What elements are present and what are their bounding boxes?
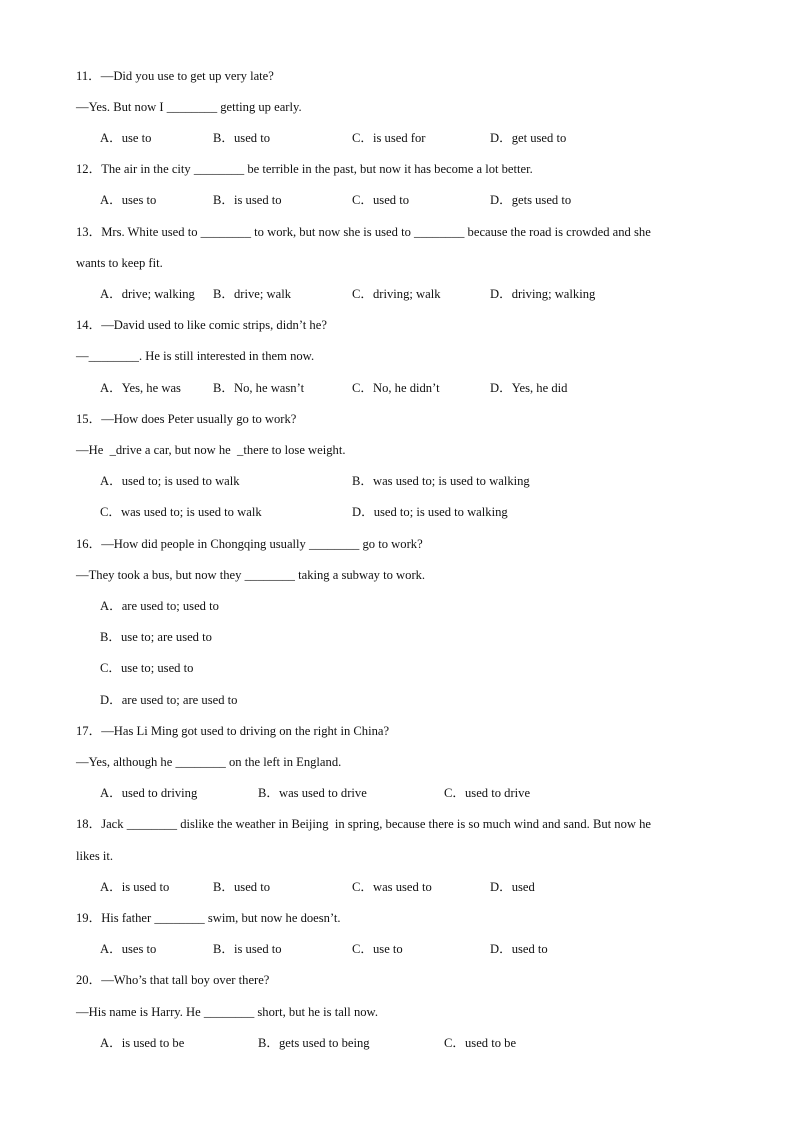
question-11-line-2: —Yes. But now I ________ getting up early. bbox=[76, 100, 302, 114]
question-13-number: 13． bbox=[76, 225, 102, 239]
question-14-line-2: —________. He is still interested in them now. bbox=[76, 349, 315, 363]
question-16-line-1: 16．—How did people in Chongqing usually ________ go to work? bbox=[76, 537, 423, 551]
question-16-line-2: —They took a bus, but now they ________ taking a subway to work. bbox=[76, 568, 426, 582]
question-15-options-row-2 bbox=[100, 504, 780, 520]
option-d[interactable]: D．driving; walking bbox=[490, 287, 596, 301]
option-a[interactable]: A．uses to bbox=[100, 942, 157, 956]
option-d[interactable]: D．used to bbox=[490, 942, 548, 956]
question-11-number: 11． bbox=[76, 69, 101, 83]
option-d[interactable]: D．used bbox=[490, 880, 535, 894]
option-b[interactable]: B．gets used to being bbox=[258, 1036, 370, 1050]
option-b[interactable]: B．No, he wasn’t bbox=[213, 381, 305, 395]
question-15-line-1: 15．—How does Peter usually go to work? bbox=[76, 412, 297, 426]
question-13-line-2: wants to keep fit. bbox=[76, 256, 163, 270]
question-20-options bbox=[100, 1035, 780, 1051]
question-14-options bbox=[100, 380, 780, 396]
question-17-line-1: 17．—Has Li Ming got used to driving on the right in China? bbox=[76, 724, 390, 738]
option-d[interactable]: D．get used to bbox=[490, 131, 567, 145]
option-a[interactable]: A．are used to; used to bbox=[100, 599, 219, 613]
option-b[interactable]: B．is used to bbox=[213, 193, 282, 207]
question-19-line-1: 19．His father ________ swim, but now he doesn’t. bbox=[76, 911, 341, 925]
question-16-option-c-row bbox=[100, 660, 780, 676]
question-20-line-1: 20．—Who’s that tall boy over there? bbox=[76, 973, 270, 987]
option-b[interactable]: B．was used to drive bbox=[258, 786, 367, 800]
option-c[interactable]: C．used to be bbox=[444, 1036, 517, 1050]
question-12-options bbox=[100, 192, 780, 208]
option-b[interactable]: B．drive; walk bbox=[213, 287, 291, 301]
option-a[interactable]: A．is used to be bbox=[100, 1036, 185, 1050]
option-a[interactable]: A．is used to bbox=[100, 880, 170, 894]
option-b[interactable]: B．use to; are used to bbox=[100, 630, 212, 644]
question-17-options bbox=[100, 785, 780, 801]
option-c[interactable]: C．No, he didn’t bbox=[352, 381, 440, 395]
question-16-option-b-row bbox=[100, 629, 780, 645]
option-c[interactable]: C．use to; used to bbox=[100, 661, 194, 675]
question-13-options bbox=[100, 286, 780, 302]
question-20-line-2: —His name is Harry. He ________ short, but he is tall now. bbox=[76, 1005, 378, 1019]
option-c[interactable]: C．driving; walk bbox=[352, 287, 441, 301]
question-14-number: 14． bbox=[76, 318, 102, 332]
question-16-option-a-row bbox=[100, 598, 780, 614]
question-17-line-2: —Yes, although he ________ on the left in England. bbox=[76, 755, 342, 769]
option-c[interactable]: C．is used for bbox=[352, 131, 426, 145]
option-a[interactable]: A．used to driving bbox=[100, 786, 198, 800]
question-11-options bbox=[100, 130, 780, 146]
question-17-number: 17． bbox=[76, 724, 102, 738]
option-c[interactable]: C．used to bbox=[352, 193, 410, 207]
option-c[interactable]: C．was used to bbox=[352, 880, 432, 894]
option-a[interactable]: A．used to; is used to walk bbox=[100, 474, 240, 488]
option-d[interactable]: D．used to; is used to walking bbox=[352, 505, 508, 519]
question-16-number: 16． bbox=[76, 537, 102, 551]
question-19-options bbox=[100, 941, 780, 957]
question-12-number: 12． bbox=[76, 162, 102, 176]
option-a[interactable]: A．use to bbox=[100, 131, 152, 145]
question-15-options-row-1 bbox=[100, 473, 780, 489]
question-11-line-1: 11．—Did you use to get up very late? bbox=[76, 69, 274, 83]
question-19-number: 19． bbox=[76, 911, 102, 925]
question-16-option-d-row bbox=[100, 692, 780, 708]
option-d[interactable]: D．are used to; are used to bbox=[100, 693, 238, 707]
option-a[interactable]: A．drive; walking bbox=[100, 287, 195, 301]
question-20-number: 20． bbox=[76, 973, 102, 987]
option-c[interactable]: C．used to drive bbox=[444, 786, 531, 800]
option-b[interactable]: B．used to bbox=[213, 880, 271, 894]
option-a[interactable]: A．uses to bbox=[100, 193, 157, 207]
question-18-line-1: 18．Jack ________ dislike the weather in Beijing in spring, because there is so much wind and sand. But now he bbox=[76, 817, 652, 831]
option-d[interactable]: D．gets used to bbox=[490, 193, 572, 207]
question-15-number: 15． bbox=[76, 412, 102, 426]
option-b[interactable]: B．is used to bbox=[213, 942, 282, 956]
question-18-options bbox=[100, 879, 780, 895]
question-18-line-2: likes it. bbox=[76, 849, 114, 863]
question-13-line-1: 13．Mrs. White used to ________ to work, but now she is used to ________ because the road is crowded and she bbox=[76, 225, 651, 239]
question-15-line-2: —He _drive a car, but now he _there to lose weight. bbox=[76, 443, 346, 457]
option-a[interactable]: A．Yes, he was bbox=[100, 381, 181, 395]
question-18-number: 18． bbox=[76, 817, 102, 831]
question-12-line-1: 12．The air in the city ________ be terrible in the past, but now it has become a lot better. bbox=[76, 162, 533, 176]
option-c[interactable]: C．use to bbox=[352, 942, 403, 956]
option-d[interactable]: D．Yes, he did bbox=[490, 381, 568, 395]
option-b[interactable]: B．used to bbox=[213, 131, 271, 145]
question-14-line-1: 14．—David used to like comic strips, didn’t he? bbox=[76, 318, 327, 332]
option-c[interactable]: C．was used to; is used to walk bbox=[100, 505, 262, 519]
option-b[interactable]: B．was used to; is used to walking bbox=[352, 474, 530, 488]
